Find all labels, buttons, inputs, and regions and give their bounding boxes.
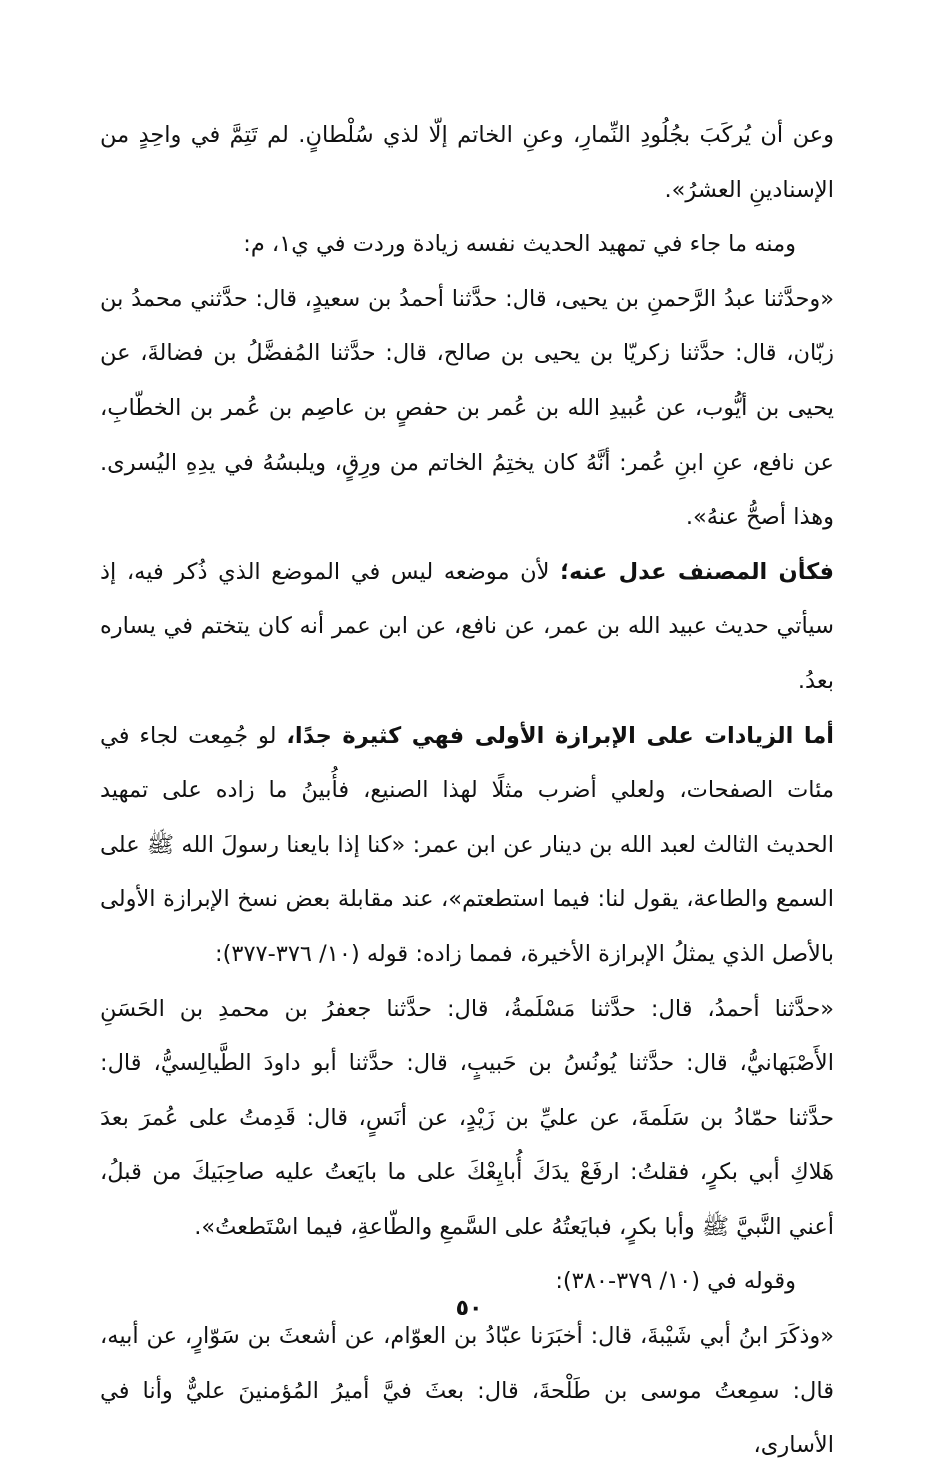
quote-paragraph-3-text: «وذكَرَ ابنُ أبي شَيْبةَ، قال: أخبَرَنا عبّادُ بن العوّام، عن أشعثَ بن سَوّارٍ، عن أبيه، قال: سمِعتُ موسى بن طَلْحةَ، قال: بعثَ فيَّ أميرُ المُؤمنينَ عليٌّ وأنا في الأسارى، [100,1323,834,1459]
quote-paragraph-1 [100,272,834,545]
page-number: ٥٠ [455,1296,483,1321]
quote-paragraph-2 [100,982,834,1255]
paragraph-2-text: ومنه ما جاء في تمهيد الحديث نفسه زيادة وردت في ي١، م: [243,231,796,258]
paragraph-4 [100,545,834,709]
body-text [100,108,834,1473]
quote-paragraph-3 [100,1309,834,1473]
paragraph-5 [100,709,834,982]
quote-paragraph-1-text: «وحدَّثنا عبدُ الرَّحمنِ بن يحيى، قال: حدَّثنا أحمدُ بن سعيدٍ، قال: حدَّثني محمدُ بن زبّان، قال: حدَّثنا زكريّا بن يحيى بن صالح، قال: حدَّثنا المُفضَّلُ بن فضالةَ، عن يحيى بن أيُّوب، عن عُبيدِ الله بن عُمر بن حفصٍ بن عاصِم بن عُمر بن الخطّابِ، عن نافع، عنِ ابنِ عُمر: أنَّهُ كان يختِمُ الخاتم من ورِقٍ، ويلبسُهُ في يدِهِ اليُسرى. وهذا أصحُّ عنهُ». [100,285,834,531]
paragraph-1 [100,108,834,217]
paragraph-5-text: لو جُمِعت لجاء في مئات الصفحات، ولعلي أضرب مثلًا لهذا الصنيع، فأُبينُ ما زاده على تمهيد الحديث الثالث لعبد الله بن دينار عن ابن عمر: «كنا إذا بايعنا رسولَ الله ﷺ على السمع والطاعة، يقول لنا: فيما استطعتم»، عند مقابلة بعض نسخ الإبرازة الأولى بالأصل الذي يمثلُ الإبرازة الأخيرة، فمما زاده: قوله (١٠/ ٣٧٦-٣٧٧): [100,722,834,967]
quote-paragraph-2-text: «حدَّثنا أحمدُ، قال: حدَّثنا مَسْلَمةُ، قال: حدَّثنا جعفرُ بن محمدِ بن الحَسَنِ الأَصْبَهانيُّ، قال: حدَّثنا يُونُسُ بن حَبيبٍ، قال: حدَّثنا أبو داودَ الطَّيالِسيُّ، قال: حدَّثنا حمّادُ بن سَلَمةَ، عن عليِّ بن زَيْدٍ، عن أنَسٍ، قال: قَدِمتُ على عُمرَ بعدَ هَلاكِ أبي بكرٍ، فقلتُ: ارفَعْ يدَكَ أُبايِعْكَ على ما بايَعتُ عليه صاحِبَيكَ من قبلُ، أعني النَّبيَّ ﷺ وأبا بكرٍ، فبايَعتُهُ على السَّمعِ والطّاعةِ، فيما اسْتَطعتُ». [100,995,834,1240]
paragraph-7-text: وقوله في (١٠/ ٣٧٩-٣٨٠): [555,1268,796,1295]
paragraph-2 [100,217,834,272]
paragraph-4-text: لأن موضعه ليس في الموضع الذي ذُكر فيه، إذ سيأتي حديث عبيد الله بن عمر، عن نافع، عن ابن عمر أنه كان يتختم في يساره بعدُ. [100,558,834,694]
paragraph-5-lead: أما الزيادات على الإبرازة الأولى فهي كثيرة جدًا، [286,722,834,749]
paragraph-1-text: وعن أن يُركَبَ بجُلُودِ النِّمارِ، وعنِ الخاتم إلّا لذي سُلْطانٍ. لم تَتِمَّ في واحِدٍ من الإسنادينِ العشرُ». [100,122,834,203]
paragraph-4-lead: فكأن المصنف عدل عنه؛ [560,558,835,585]
